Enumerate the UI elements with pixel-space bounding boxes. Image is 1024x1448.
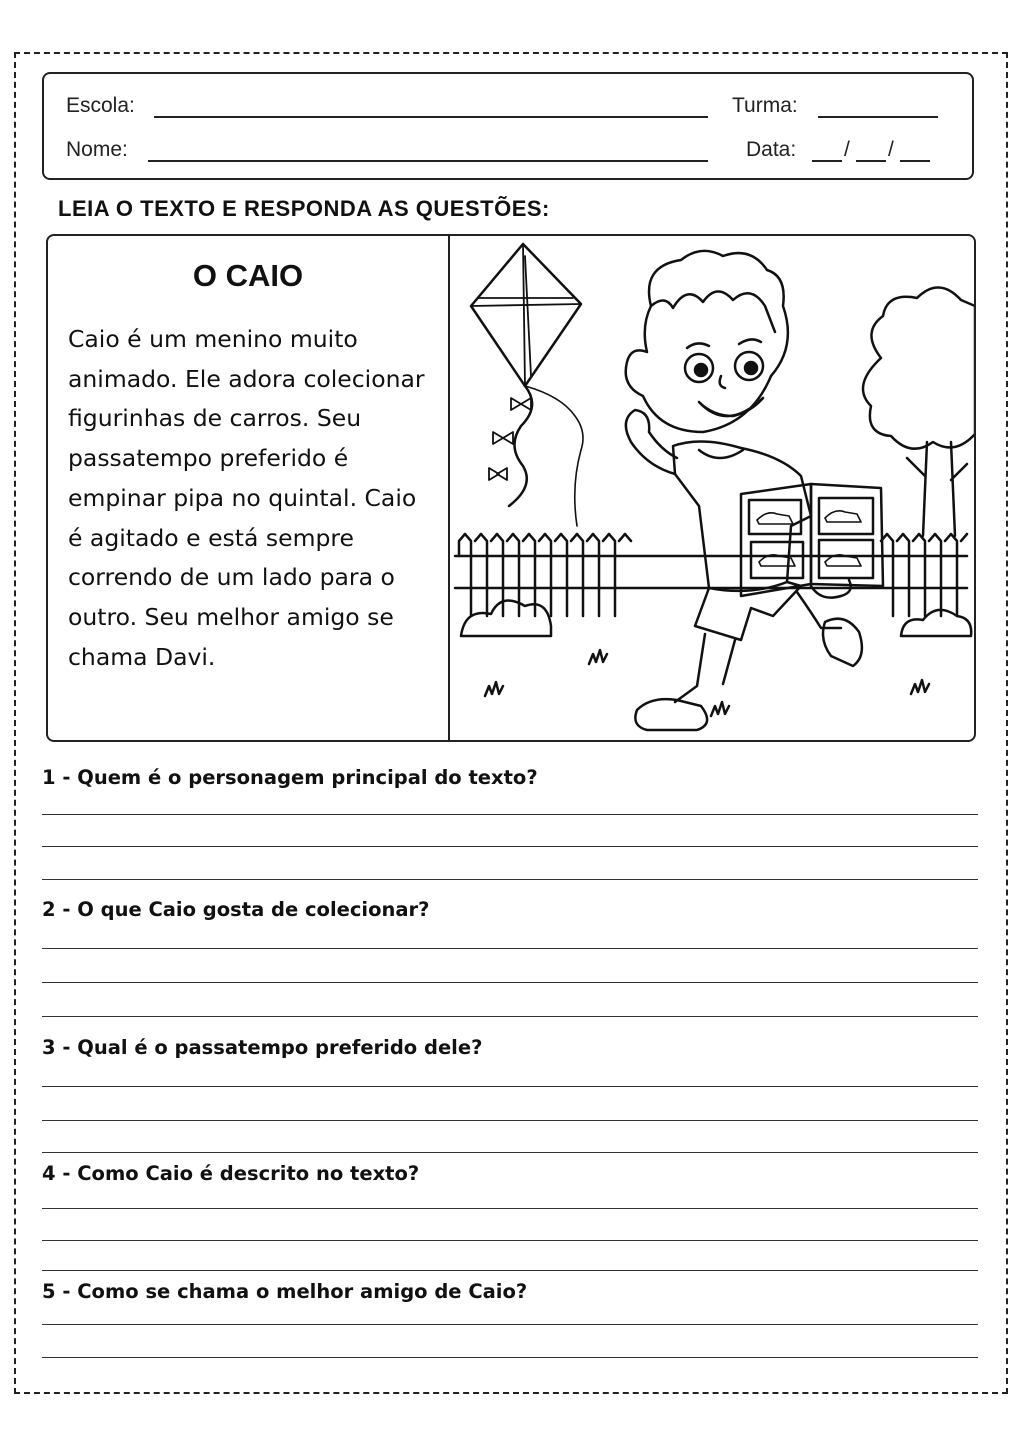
story-line: empinar pipa no quintal. Caio <box>68 483 417 512</box>
story-line: figurinhas de carros. Seu <box>68 404 362 433</box>
question-5: 5 - Como se chama o melhor amigo de Caio? <box>42 1280 528 1303</box>
grass-icon <box>911 680 929 694</box>
name-field[interactable] <box>148 160 708 162</box>
story-text <box>68 320 438 677</box>
date-day-field[interactable] <box>812 160 842 162</box>
class-field[interactable] <box>818 116 938 118</box>
boy-icon <box>626 251 883 730</box>
answer-line[interactable] <box>42 1016 978 1017</box>
answer-line[interactable] <box>42 814 978 815</box>
school-field[interactable] <box>154 116 708 118</box>
boy-with-kite-illustration <box>451 236 975 740</box>
question-2: 2 - O que Caio gosta de colecionar? <box>42 898 430 921</box>
tree-icon <box>863 287 975 536</box>
date-label: Data: <box>746 138 797 161</box>
date-month-field[interactable] <box>856 160 886 162</box>
story-line: outro. Seu melhor amigo se <box>68 602 394 631</box>
sticker-album-icon <box>741 484 883 596</box>
answer-line[interactable] <box>42 1270 978 1271</box>
instruction-heading: LEIA O TEXTO E RESPONDA AS QUESTÕES: <box>58 196 550 221</box>
date-slash: / <box>844 138 850 161</box>
story-line: é agitado e está sempre <box>68 523 354 552</box>
story-title: O CAIO <box>192 258 304 293</box>
story-divider <box>448 236 450 740</box>
name-label: Nome: <box>66 138 128 161</box>
answer-line[interactable] <box>42 879 978 880</box>
bush-icon <box>461 601 551 636</box>
answer-line[interactable] <box>42 1208 978 1209</box>
answer-line[interactable] <box>42 1357 978 1358</box>
answer-line[interactable] <box>42 982 978 983</box>
grass-icon <box>589 650 607 664</box>
answer-line[interactable] <box>42 1086 978 1087</box>
question-3: 3 - Qual é o passatempo preferido dele? <box>42 1036 483 1059</box>
story-line: animado. Ele adora colecionar <box>68 364 425 393</box>
date-year-field[interactable] <box>900 160 930 162</box>
answer-line[interactable] <box>42 1120 978 1121</box>
bush-icon <box>901 610 971 636</box>
story-line: Caio é um menino muito <box>68 325 358 353</box>
answer-line[interactable] <box>42 1240 978 1241</box>
kite-icon <box>471 244 583 526</box>
question-1: 1 - Quem é o personagem principal do texto? <box>42 766 538 789</box>
answer-line[interactable] <box>42 1324 978 1325</box>
header-box <box>42 72 974 180</box>
school-label: Escola: <box>66 94 135 117</box>
answer-line[interactable] <box>42 846 978 847</box>
story-line: passatempo preferido é <box>68 444 349 473</box>
story-line: chama Davi. <box>68 642 216 671</box>
story-box <box>46 234 976 742</box>
class-label: Turma: <box>732 94 798 117</box>
question-4: 4 - Como Caio é descrito no texto? <box>42 1162 420 1185</box>
grass-icon <box>711 702 729 716</box>
grass-icon <box>485 682 503 696</box>
date-slash: / <box>888 138 894 161</box>
answer-line[interactable] <box>42 1152 978 1153</box>
story-line: correndo de um lado para o <box>68 563 395 592</box>
answer-line[interactable] <box>42 948 978 949</box>
